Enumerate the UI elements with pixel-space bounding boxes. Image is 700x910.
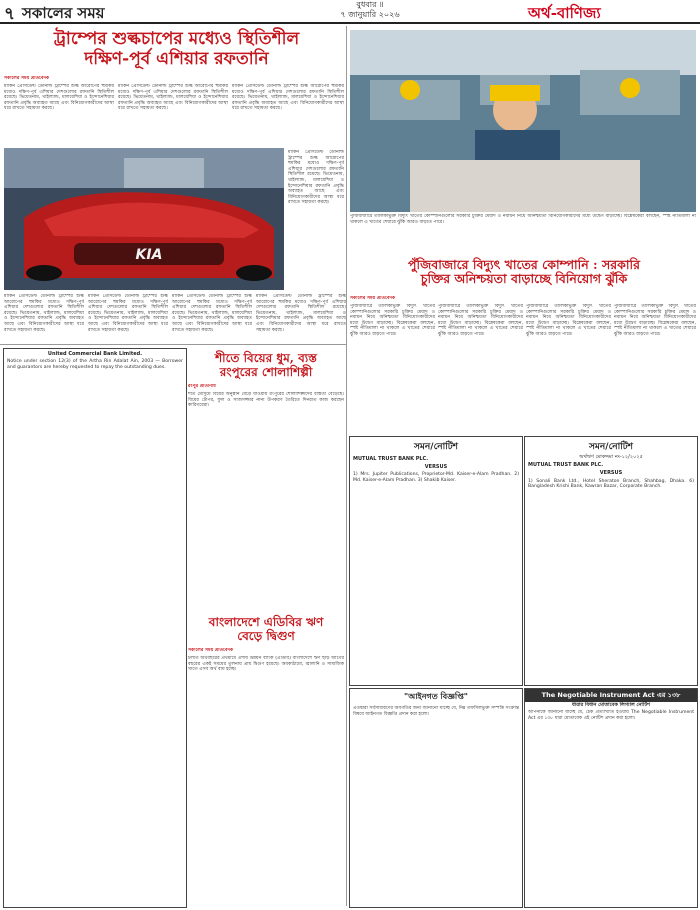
legal-notice-body: এতদ্বারা সর্বসাধারণের অবগতির জন্য জানানো যাচ্ছে যে, নিম্ন তফসিলভুক্ত সম্পত্তি সংক্রান্ত বিষয়ে আইনগত বিজ্ঞপ্তি প্রদান করা হলো। — [353, 706, 519, 717]
issue-date — [300, 0, 440, 20]
wedding-headline-line1: শীতে বিয়ের ধুম, ব্যস্ত — [215, 351, 317, 365]
trade-body-col5: মার্কিন প্রেসিডেন্ট ডোনাল্ড ট্রাম্পের শুল্ক আরোপের হুমকির মধ্যেও দক্ষিণ-পূর্ব এশিয়ার দেশগুলোর রফতানি স্থিতিশীল রয়েছে। ভিয়েতনাম, থাইল্যান্ড, মালয়েশিয়া ও ইন্দোনেশিয়ার রফতানি প্রবৃদ্ধি অব্যাহত আছে এবং বিনিয়োগকারীদের আস্থা ধরে রাখতে সহায়তা করছে। — [4, 294, 84, 333]
notice-left-body: Notice under section 12(3) of the Artha Rin Adalat Ain, 2003 — Borrower and guarantors are hereby requested to repay the outstanding dues. — [7, 359, 183, 370]
power-body-col3: পুঁজিবাজারে তালিকাভুক্ত বিদ্যুৎ খাতের কোম্পানিগুলোর সরকারি চুক্তির মেয়াদ ও নবায়ন নিয়ে অনিশ্চয়তা বিনিয়োগকারীদের মধ্যে উদ্বেগ বাড়াচ্ছে। বিশ্লেষকেরা বলছেন, স্পষ্ট নীতিমালা না থাকলে এ খাতের শেয়ারে ঝুঁকি আরও বাড়তে পারে। — [526, 304, 611, 337]
weekday: বুধবার ॥ — [356, 0, 384, 9]
power-headline-line1: পুঁজিবাজারে বিদ্যুৎ খাতের কোম্পানি : সরকারি — [408, 257, 640, 272]
summons-right-versus: VERSUS — [599, 470, 623, 477]
trade-body-col1: মার্কিন প্রেসিডেন্ট ডোনাল্ড ট্রাম্পের শুল্ক আরোপের হুমকির মধ্যেও দক্ষিণ-পূর্ব এশিয়ার দেশগুলোর রফতানি স্থিতিশীল রয়েছে। ভিয়েতনাম, থাইল্যান্ড, মালয়েশিয়া ও ইন্দোনেশিয়ার রফতানি প্রবৃদ্ধি অব্যাহত আছে এবং বিনিয়োগকারীদের আস্থা ধরে রাখতে সহায়তা করছে। — [4, 84, 114, 112]
summons-right-title: সমন/নোটিশ — [588, 442, 634, 452]
negotiable-notice-title: The Negotiable Instrument Act এর ১৩৮ — [525, 689, 697, 702]
negotiable-notice — [524, 688, 698, 908]
power-teaser: পুঁজিবাজারে তালিকাভুক্ত বিদ্যুৎ খাতের কোম্পানিগুলোর সরকারি চুক্তির মেয়াদ ও নবায়ন নিয়ে অনিশ্চয়তা বিনিয়োগকারীদের মধ্যে উদ্বেগ বাড়াচ্ছে। বিশ্লেষকেরা বলছেন, স্পষ্ট নীতিমালা না থাকলে এ খাতের শেয়ারে ঝুঁকি আরও বাড়তে পারে। — [350, 214, 696, 225]
negotiable-notice-subtitle: ধারার বিধান মোতাবেক লিগ্যাল নোটিশ — [572, 702, 650, 708]
power-byline: সকালের সময় প্রতিবেদক — [350, 296, 396, 301]
date: ৭ জানুয়ারি ২০২৬ — [340, 10, 400, 19]
trade-body-col6: মার্কিন প্রেসিডেন্ট ডোনাল্ড ট্রাম্পের শুল্ক আরোপের হুমকির মধ্যেও দক্ষিণ-পূর্ব এশিয়ার দেশগুলোর রফতানি স্থিতিশীল রয়েছে। ভিয়েতনাম, থাইল্যান্ড, মালয়েশিয়া ও ইন্দোনেশিয়ার রফতানি প্রবৃদ্ধি অব্যাহত আছে এবং বিনিয়োগকারীদের আস্থা ধরে রাখতে সহায়তা করছে। — [88, 294, 168, 333]
summons-right-bank: MUTUAL TRUST BANK PLC. — [528, 462, 604, 469]
trade-body-col2: মার্কিন প্রেসিডেন্ট ডোনাল্ড ট্রাম্পের শুল্ক আরোপের হুমকির মধ্যেও দক্ষিণ-পূর্ব এশিয়ার দেশগুলোর রফতানি স্থিতিশীল রয়েছে। ভিয়েতনাম, থাইল্যান্ড, মালয়েশিয়া ও ইন্দোনেশিয়ার রফতানি প্রবৃদ্ধি অব্যাহত আছে এবং বিনিয়োগকারীদের আস্থা ধরে রাখতে সহায়তা করছে। — [118, 84, 228, 112]
power-body-col4: পুঁজিবাজারে তালিকাভুক্ত বিদ্যুৎ খাতের কোম্পানিগুলোর সরকারি চুক্তির মেয়াদ ও নবায়ন নিয়ে অনিশ্চয়তা বিনিয়োগকারীদের মধ্যে উদ্বেগ বাড়াচ্ছে। বিশ্লেষকেরা বলছেন, স্পষ্ট নীতিমালা না থাকলে এ খাতের শেয়ারে ঝুঁকি আরও বাড়তে পারে। — [614, 304, 696, 337]
notice-left — [3, 348, 187, 908]
trade-body-col7: মার্কিন প্রেসিডেন্ট ডোনাল্ড ট্রাম্পের শুল্ক আরোপের হুমকির মধ্যেও দক্ষিণ-পূর্ব এশিয়ার দেশগুলোর রফতানি স্থিতিশীল রয়েছে। ভিয়েতনাম, থাইল্যান্ড, মালয়েশিয়া ও ইন্দোনেশিয়ার রফতানি প্রবৃদ্ধি অব্যাহত আছে এবং বিনিয়োগকারীদের আস্থা ধরে রাখতে সহায়তা করছে। — [172, 294, 252, 333]
page-number: ৭ — [4, 4, 16, 24]
wedding-body: শীত মৌসুমে বিয়ের অনুষ্ঠান বেড়ে যাওয়ায় রংপুরের শোলাশিল্পীদের ব্যস্ততা বেড়েছে। বিয়ের টোপর, ফুল ও সাজসজ্জার নানা উপকরণ তৈরিতে দিনরাত কাজ করছেন কারিগরেরা। — [188, 392, 344, 409]
adb-byline: সকালের সময় প্রতিবেদক — [188, 648, 234, 653]
summons-left-bank: MUTUAL TRUST BANK PLC. — [353, 456, 429, 462]
adb-headline — [188, 616, 344, 644]
summons-left — [349, 436, 523, 686]
car-photo — [4, 148, 284, 290]
paper-name: সকালের সময় — [22, 4, 105, 22]
svg-text:KIA: KIA — [135, 247, 163, 263]
negotiable-notice-body: আপনাকে জানানো যাচ্ছে যে, চেক প্রত্যাখ্যাত হওয়ায় The Negotiable Instrument Act এর ১৩৮ ধারা মোতাবেক এই নোটিশ প্রদান করা হলো। — [528, 710, 694, 721]
power-body-col1: পুঁজিবাজারে তালিকাভুক্ত বিদ্যুৎ খাতের কোম্পানিগুলোর সরকারি চুক্তির মেয়াদ ও নবায়ন নিয়ে অনিশ্চয়তা বিনিয়োগকারীদের মধ্যে উদ্বেগ বাড়াচ্ছে। বিশ্লেষকেরা বলছেন, স্পষ্ট নীতিমালা না থাকলে এ খাতের শেয়ারে ঝুঁকি আরও বাড়তে পারে। — [350, 304, 435, 337]
trade-body-col8: মার্কিন প্রেসিডেন্ট ডোনাল্ড ট্রাম্পের শুল্ক আরোপের হুমকির মধ্যেও দক্ষিণ-পূর্ব এশিয়ার দেশগুলোর রফতানি স্থিতিশীল রয়েছে। ভিয়েতনাম, থাইল্যান্ড, মালয়েশিয়া ও ইন্দোনেশিয়ার রফতানি প্রবৃদ্ধি অব্যাহত আছে এবং বিনিয়োগকারীদের আস্থা ধরে রাখতে সহায়তা করছে। — [256, 294, 346, 333]
adb-body: চলতি অর্থবছরের প্রথমার্ধে এশীয় উন্নয়ন ব্যাংক (এডিবি) বাংলাদেশে ঋণ ছাড় আগের বছরের একই সময়ের তুলনায় প্রায় দ্বিগুণ হয়েছে। অবকাঠামো, জ্বালানি ও সামাজিক খাতে এসব অর্থ ব্যয় হচ্ছে। — [188, 656, 344, 673]
trade-headline — [4, 30, 349, 69]
summons-right-case: অর্থঋণ মোকদ্দমা নং-১২/২০২৫ — [579, 454, 643, 460]
power-headline — [352, 258, 696, 287]
power-headline-line2: চুক্তির অনিশ্চয়তা বাড়াচ্ছে বিনিয়োগ ঝুঁকি — [420, 271, 628, 287]
summons-left-versus: VERSUS — [424, 464, 448, 471]
summons-left-title: সমন/নোটিশ — [413, 442, 459, 452]
trade-body-col4: মার্কিন প্রেসিডেন্ট ডোনাল্ড ট্রাম্পের শুল্ক আরোপের হুমকির মধ্যেও দক্ষিণ-পূর্ব এশিয়ার দেশগুলোর রফতানি স্থিতিশীল রয়েছে। ভিয়েতনাম, থাইল্যান্ড, মালয়েশিয়া ও ইন্দোনেশিয়ার রফতানি প্রবৃদ্ধি অব্যাহত আছে এবং বিনিয়োগকারীদের আস্থা ধরে রাখতে সহায়তা করছে। — [288, 150, 344, 206]
summons-left-body: 1) Mrs. Jupiter Publications, Proprietor-Md. Kaiser-e-Alam Pradhan. 2) Md. Kaiser-e-Alam Pradhan. 3) Shakib Kaiser. — [353, 472, 519, 483]
trade-byline: সকালের সময় প্রতিবেদক — [4, 76, 50, 81]
notice-left-title: United Commercial Bank Limited. — [47, 351, 143, 357]
wedding-headline — [188, 352, 344, 380]
summons-right-body: 1) Sonali Bank Ltd., Hotel Sheraton Branch, Shahbag, Dhaka. 6) Bangladesh Krishi Bank, Kawran Bazar, Corporate Branch. — [528, 478, 694, 490]
legal-notice-title: "আইনগত বিজ্ঞপ্তি" — [404, 692, 468, 701]
column-divider — [346, 26, 347, 906]
divider-left — [0, 344, 346, 345]
wedding-byline: রংপুর প্রতিনিধি — [188, 384, 216, 389]
adb-headline-line1: বাংলাদেশে এডিবির ঋণ — [208, 615, 324, 629]
summons-right — [524, 436, 698, 686]
wedding-headline-line2: রংপুরের শোলাশিল্পী — [219, 364, 313, 379]
section-title: অর্থ-বাণিজ্য — [528, 4, 601, 22]
trade-headline-line1: ট্রাম্পের শুল্কচাপের মধ্যেও স্থিতিশীল — [53, 29, 300, 49]
adb-headline-line2: বেড়ে দ্বিগুণ — [237, 628, 295, 643]
factory-photo — [350, 30, 696, 212]
legal-notice — [349, 688, 523, 908]
trade-headline-line2: দক্ষিণ-পূর্ব এশিয়ার রফতানি — [84, 48, 269, 69]
trade-body-col3: মার্কিন প্রেসিডেন্ট ডোনাল্ড ট্রাম্পের শুল্ক আরোপের হুমকির মধ্যেও দক্ষিণ-পূর্ব এশিয়ার দেশগুলোর রফতানি স্থিতিশীল রয়েছে। ভিয়েতনাম, থাইল্যান্ড, মালয়েশিয়া ও ইন্দোনেশিয়ার রফতানি প্রবৃদ্ধি অব্যাহত আছে এবং বিনিয়োগকারীদের আস্থা ধরে রাখতে সহায়তা করছে। — [232, 84, 344, 112]
power-body-col2: পুঁজিবাজারে তালিকাভুক্ত বিদ্যুৎ খাতের কোম্পানিগুলোর সরকারি চুক্তির মেয়াদ ও নবায়ন নিয়ে অনিশ্চয়তা বিনিয়োগকারীদের মধ্যে উদ্বেগ বাড়াচ্ছে। বিশ্লেষকেরা বলছেন, স্পষ্ট নীতিমালা না থাকলে এ খাতের শেয়ারে ঝুঁকি আরও বাড়তে পারে। — [438, 304, 523, 337]
